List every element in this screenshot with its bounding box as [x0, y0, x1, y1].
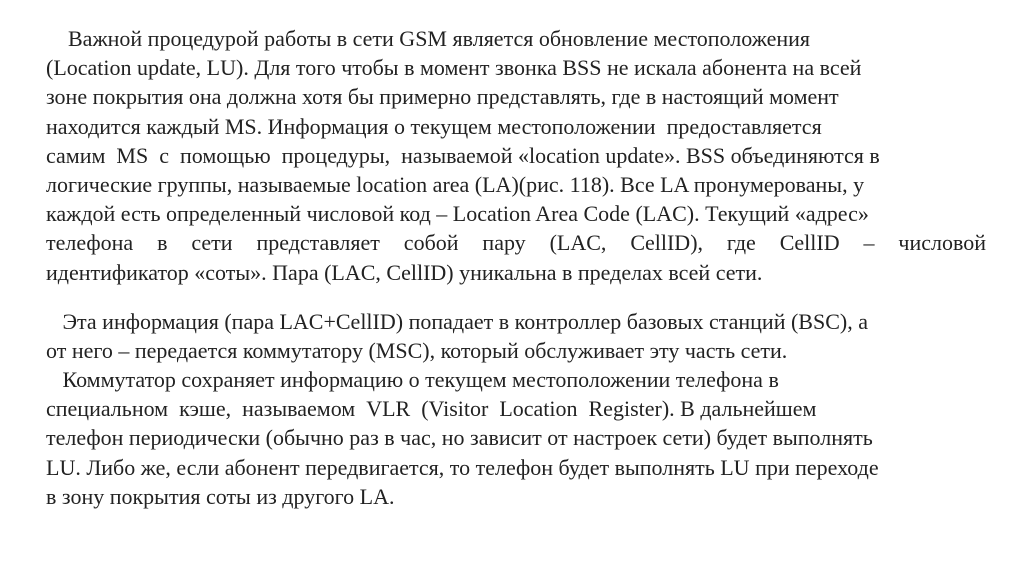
- text-line: (Location update, LU). Для того чтобы в момент звонка BSS не искала абонента на всей: [46, 55, 862, 81]
- text-line: телефон периодически (обычно раз в час, но зависит от настроек сети) будет выполнять: [46, 425, 873, 451]
- text-line: зоне покрытия она должна хотя бы примерно представлять, где в настоящий момент: [46, 84, 839, 110]
- text-line: LU. Либо же, если абонент передвигается, то телефон будет выполнять LU при переходе: [46, 454, 879, 480]
- text-line: Коммутатор сохраняет информацию о текущем местоположении телефона в: [46, 367, 779, 393]
- paragraph-vlr: [46, 307, 986, 511]
- text-line: Важной процедурой работы в сети GSM является обновление местоположения: [46, 26, 811, 51]
- text-line: Эта информация (пара LAC+CellID) попадает в контроллер базовых станций (BSC), а: [46, 308, 868, 334]
- paragraph-gap: [46, 287, 986, 307]
- text-line: телефона в сети представляет собой пару (LAC, CellID), где CellID – числовой: [46, 230, 986, 256]
- text-line: от него – передается коммутатору (MSC), который обслуживает эту часть сети.: [46, 337, 788, 363]
- text-line: в зону покрытия соты из другого LA.: [46, 483, 395, 509]
- text-line: специальном кэше, называемом VLR (Visitor Location Register). В дальнейшем: [46, 396, 817, 422]
- text-line: каждой есть определенный числовой код – Location Area Code (LAC). Текущий «адрес»: [46, 201, 869, 227]
- text-line: самим MS с помощью процедуры, называемой «location update». BSS объединяются в: [46, 142, 880, 168]
- text-line: находится каждый MS. Информация о текущем местоположении предоставляется: [46, 113, 822, 139]
- body-text: [46, 24, 986, 511]
- paragraph-lu-intro: [46, 24, 986, 287]
- text-line: логические группы, называемые location area (LA)(рис. 118). Все LA пронумерованы, у: [46, 171, 865, 197]
- text-line: идентификатор «соты». Пара (LAC, CellID) уникальна в пределах всей сети.: [46, 259, 763, 285]
